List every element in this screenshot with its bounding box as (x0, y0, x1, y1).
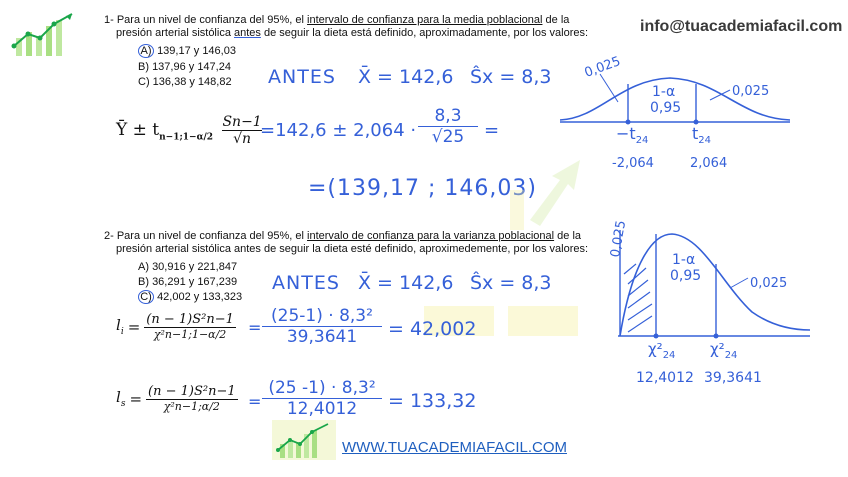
q1-line2-prefix: presión arterial sistólica (116, 27, 234, 39)
q2-ls-calc-num: (25 -1) · 8,3² (262, 378, 382, 399)
q1-line1-underline: intervalo de confianza para la media poblacional (307, 14, 543, 26)
q2-chi-right-label: χ² (710, 340, 725, 358)
q2-li-den: χ²n−1;1−α/2 (153, 328, 227, 341)
q1-text (104, 14, 614, 40)
q1-t-left-sub: 24 (635, 135, 649, 147)
q1-option-b[interactable] (138, 60, 231, 74)
q2-hand-mean: X̄ = 142,6 (358, 272, 454, 294)
q1-calc-eq: = (484, 120, 500, 141)
q1-calc-den: √25 (431, 127, 465, 147)
q1-formula-den: √n (233, 131, 252, 147)
email-text: info@tuacademiafacil.com (640, 18, 843, 35)
q2-line2: presión arterial sistólica antes de seguir la dieta esté definido, aproximedemente, por los valores: (116, 243, 589, 255)
q2-option-a-letter: A) (138, 261, 149, 273)
q2-ls-label: l (116, 388, 121, 406)
q1-t-right-val: 2,064 (690, 156, 728, 171)
q1-line2 (104, 27, 614, 40)
q2-hand-antes: ANTES (272, 272, 340, 294)
q1-curve-center2: 0,95 (650, 100, 682, 116)
q1-t-left (616, 124, 648, 146)
q2-li-result: = 42,002 (388, 318, 477, 340)
q2-ls-den: χ²n−1;α/2 (163, 400, 220, 413)
q2-ls-calc-den: 12,4012 (286, 399, 358, 419)
q2-ls-result: = 133,32 (388, 390, 477, 412)
q1-t-left-label: −t (616, 124, 636, 143)
logo-footer (272, 420, 336, 460)
q1-option-a-letter: A) (138, 44, 154, 58)
q2-li-calc (262, 306, 382, 347)
email-header[interactable] (636, 16, 843, 38)
q2-option-c[interactable] (138, 290, 242, 304)
q2-ls-calc (262, 378, 382, 419)
q1-curve-center1: 1-α (652, 84, 676, 100)
q2-li-calc-num: (25-1) · 8,3² (262, 306, 382, 327)
q2-line1-prefix: 2- Para un nivel de confianza del 95%, el (104, 230, 308, 242)
q1-t-left-val: -2,064 (612, 156, 654, 171)
q1-curve-left: 0,025 (582, 54, 623, 81)
q2-li-num: (n − 1)S²n−1 (146, 312, 234, 327)
q2-chi-right-val: 39,3641 (704, 370, 762, 386)
q2-ls-sub: s (120, 399, 126, 409)
q2-li-sub: i (120, 327, 124, 337)
q2-option-a-text: 30,916 y 221,847 (152, 261, 238, 273)
q1-option-a-text: 139,17 y 146,03 (157, 45, 236, 57)
q1-calc: =142,6 ± 2,064 · (260, 120, 417, 141)
q1-line1 (104, 14, 614, 27)
q1-hand-mean: X̄ = 142,6 (358, 66, 454, 88)
q1-curve-right: 0,025 (732, 84, 770, 99)
q1-option-b-letter: B) (138, 61, 149, 73)
q2-chi-right-sub: 24 (724, 350, 738, 361)
q1-result: =(139,17 ; 146,03) (308, 176, 537, 201)
q1-formula-sub: n−1;1−α/2 (159, 132, 214, 143)
q1-hand-antes: ANTES (268, 66, 336, 88)
footer-url[interactable]: WWW.TUACADEMIAFACIL.COM (342, 439, 567, 456)
q1-line2-suffix: de seguir la dieta está definido, aproximadamente, por los valores: (260, 27, 589, 39)
q1-option-a[interactable] (138, 44, 236, 58)
q2-ls-num: (n − 1)S²n−1 (148, 384, 236, 399)
q1-line1-prefix: 1- Para un nivel de confianza del 95%, el (104, 14, 308, 26)
q2-option-b-letter: B) (138, 276, 149, 288)
q2-option-b[interactable] (138, 275, 237, 289)
q2-ls-eq: = (248, 392, 262, 411)
q2-line1-underline: intervalo de confianza para la varianza poblacional (307, 230, 555, 242)
q1-option-c[interactable] (138, 75, 232, 89)
q2-option-a[interactable] (138, 260, 237, 274)
q2-li-calc-den: 39,3641 (286, 327, 358, 347)
q1-formula (116, 114, 266, 158)
q2-curve-center1: 1-α (672, 252, 696, 268)
q2-line1 (104, 230, 614, 243)
q2-curve-right: 0,025 (750, 276, 788, 291)
q2-chi-left-val: 12,4012 (636, 370, 694, 386)
q1-option-c-letter: C) (138, 76, 150, 88)
q2-curve-center2: 0,95 (670, 268, 702, 284)
q1-t-right-sub: 24 (698, 135, 712, 147)
q1-formula-lhs: Ȳ ± t (116, 120, 160, 140)
q2-chi-left-sub: 24 (662, 350, 676, 361)
q2-chi-left (648, 340, 675, 361)
q1-option-b-text: 137,96 y 147,24 (152, 61, 231, 73)
q2-curve-left: 0,025 (608, 219, 630, 259)
logo-top (6, 8, 86, 63)
q1-line2-underline: antes (234, 27, 261, 39)
q2-line1-suffix: de la (554, 230, 582, 242)
q2-option-c-letter: C) (138, 290, 154, 304)
q2-ls-formula: $l_s$ = (n − 1)S²n−1 χ²n−1;α/2 (116, 384, 236, 413)
q2-option-b-text: 36,291 y 167,239 (152, 276, 238, 288)
q2-li-eq: = (248, 318, 262, 337)
q2-text (104, 230, 614, 256)
q2-chi-left-label: χ² (648, 340, 663, 358)
q1-t-right (692, 124, 711, 146)
q1-hand-sd: Ŝx = 8,3 (470, 66, 552, 88)
q2-li-formula: $l_i$ = (n − 1)S²n−1 χ²n−1;1−α/2 (116, 312, 234, 341)
q1-t-right-label: t (692, 124, 699, 143)
q2-li-label: l (116, 316, 121, 334)
q1-formula-num: Sn−1 (222, 114, 262, 130)
q2-option-c-text: 42,002 y 133,323 (157, 291, 243, 303)
q1-calc-fraction (418, 106, 478, 147)
faint-box-2 (508, 306, 578, 336)
q1-option-c-text: 136,38 y 148,82 (152, 76, 232, 88)
q2-hand-sd: Ŝx = 8,3 (470, 272, 552, 294)
q1-line1-suffix: de la (542, 14, 570, 26)
q1-calc-num: 8,3 (418, 106, 478, 127)
q2-chi-right (710, 340, 737, 361)
